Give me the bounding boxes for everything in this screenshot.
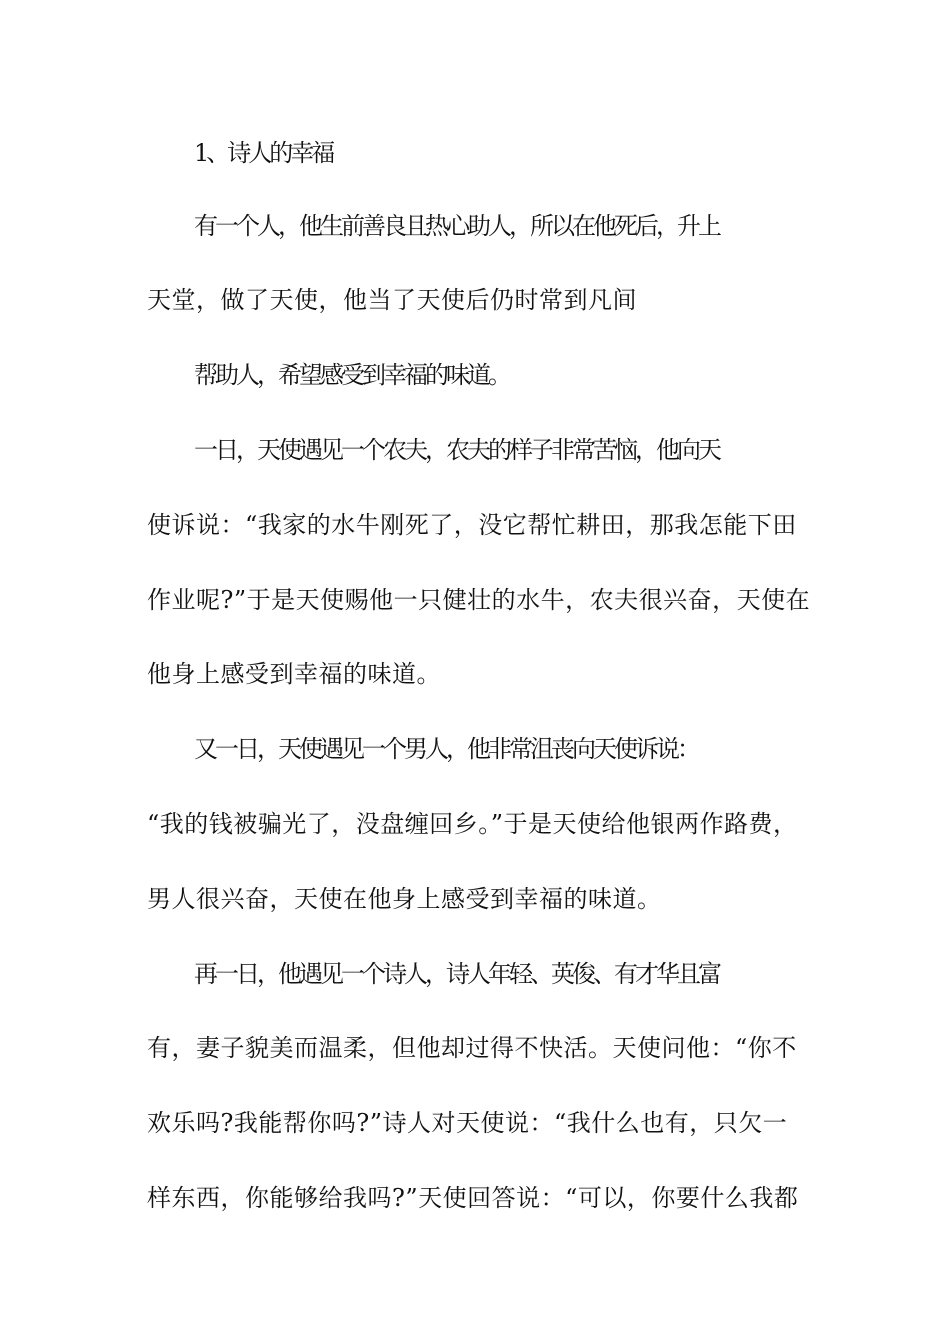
paragraph-line: 再一日，他遇见一个诗人，诗人年轻、英俊、有才华且富 xyxy=(194,960,719,988)
paragraph-line: 又一日，天使遇见一个男人，他非常沮丧向天使诉说： xyxy=(194,735,698,763)
paragraph-line: 帮助人，希望感受到幸福的味道。 xyxy=(194,361,509,389)
paragraph-line: 男人很兴奋，天使在他身上感受到幸福的味道。 xyxy=(147,885,662,913)
paragraph-line: 使诉说：“我家的水牛刚死了，没它帮忙耕田，那我怎能下田 xyxy=(147,511,797,539)
paragraph-line: 有，妻子貌美而温柔，但他却过得不快活。天使问他：“你不 xyxy=(147,1034,797,1062)
section-heading: 1、诗人的幸福 xyxy=(194,139,333,167)
paragraph-line: 作业呢?”于是天使赐他一只健壮的水牛，农夫很兴奋，天使在 xyxy=(147,586,811,614)
paragraph-line: 天堂，做了天使，他当了天使后仍时常到凡间 xyxy=(147,286,637,314)
paragraph-line: 他身上感受到幸福的味道。 xyxy=(147,660,441,688)
paragraph-line: “我的钱被骗光了，没盘缠回乡。”于是天使给他银两作路费， xyxy=(147,810,798,838)
paragraph-line: 欢乐吗?我能帮你吗?”诗人对天使说：“我什么也有，只欠一 xyxy=(147,1109,788,1137)
paragraph-line: 样东西，你能够给我吗?”天使回答说：“可以，你要什么我都 xyxy=(147,1184,799,1212)
paragraph-line: 有一个人，他生前善良且热心助人，所以在他死后，升上 xyxy=(194,212,719,240)
paragraph-line: 一日，天使遇见一个农夫，农夫的样子非常苦恼，他向天 xyxy=(194,436,719,464)
